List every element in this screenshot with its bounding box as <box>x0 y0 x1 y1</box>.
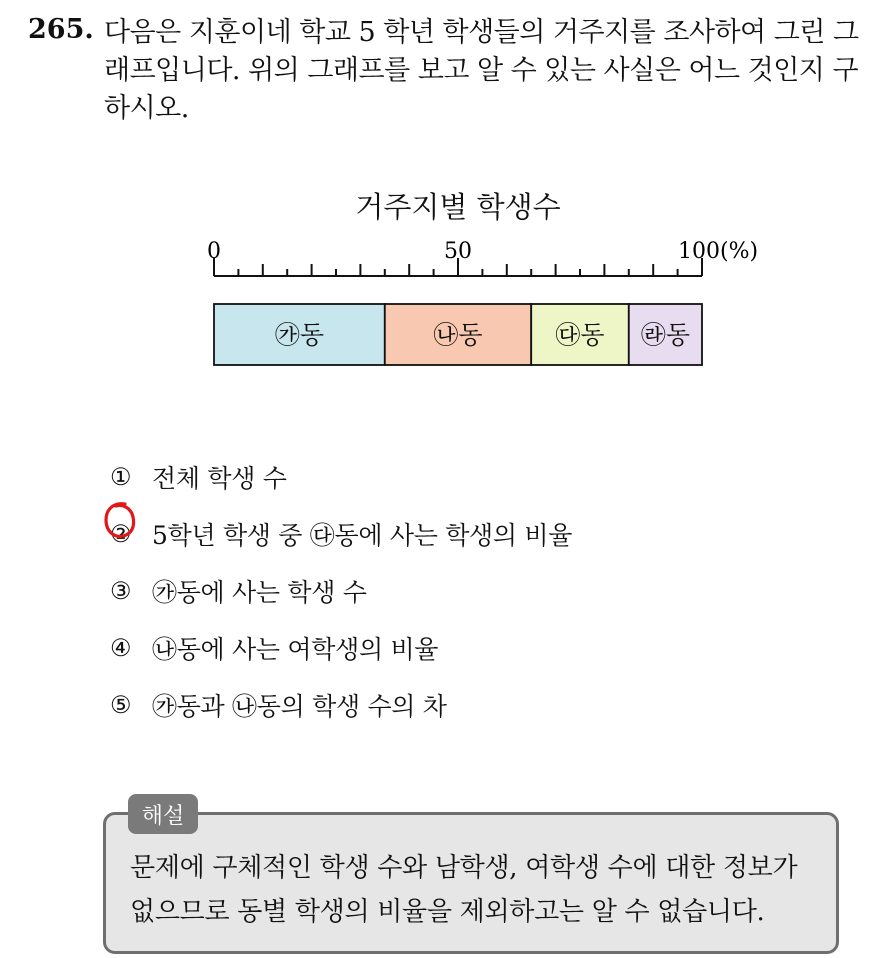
choice-5[interactable] <box>110 676 572 733</box>
choice-2[interactable] <box>110 505 572 562</box>
axis-tick-label: 50 <box>444 239 472 264</box>
bar-segment-label: ㉮동 <box>274 320 324 350</box>
chart-title: 거주지별 학생수 <box>355 190 561 224</box>
choice-3[interactable] <box>110 562 572 619</box>
choice-number: ① <box>110 462 132 491</box>
choice-text: ㉯동에 사는 여학생의 비율 <box>152 634 439 664</box>
choice-text: 전체 학생 수 <box>152 463 287 493</box>
choice-text: ㉮동에 사는 학생 수 <box>152 577 367 607</box>
bar-segment-label: ㉱동 <box>640 320 690 350</box>
answer-choices <box>110 448 572 733</box>
axis-tick-label: 100(%) <box>678 239 759 264</box>
bar-segment-label: ㉰동 <box>555 320 605 350</box>
choice-text: 5학년 학생 중 ㉰동에 사는 학생의 비율 <box>152 520 573 550</box>
question-number: 265. <box>28 14 94 45</box>
choice-number: ④ <box>110 633 132 662</box>
answer-circle-mark-icon <box>103 500 137 540</box>
explanation-label: 해설 <box>128 794 198 834</box>
choice-4[interactable] <box>110 619 572 676</box>
choice-number: ⑤ <box>110 690 132 719</box>
choice-number: ③ <box>110 576 132 605</box>
choice-text: ㉮동과 ㉯동의 학생 수의 차 <box>152 691 447 721</box>
choice-number: ② <box>110 519 132 548</box>
axis-tick-label: 0 <box>207 239 221 264</box>
choice-1[interactable] <box>110 448 572 505</box>
bar-segment-label: ㉯동 <box>433 320 483 350</box>
explanation-text: 문제에 구체적인 학생 수와 남학생, 여학생 수에 대한 정보가 없으므로 동별 학생의 비율을 제외하고는 알 수 없습니다. <box>130 853 798 927</box>
question-text: 다음은 지훈이네 학교 5 학년 학생들의 거주지를 조사하여 그린 그래프입니다. 위의 그래프를 보고 알 수 있는 사실은 어느 것인지 구하시오. <box>104 17 859 124</box>
